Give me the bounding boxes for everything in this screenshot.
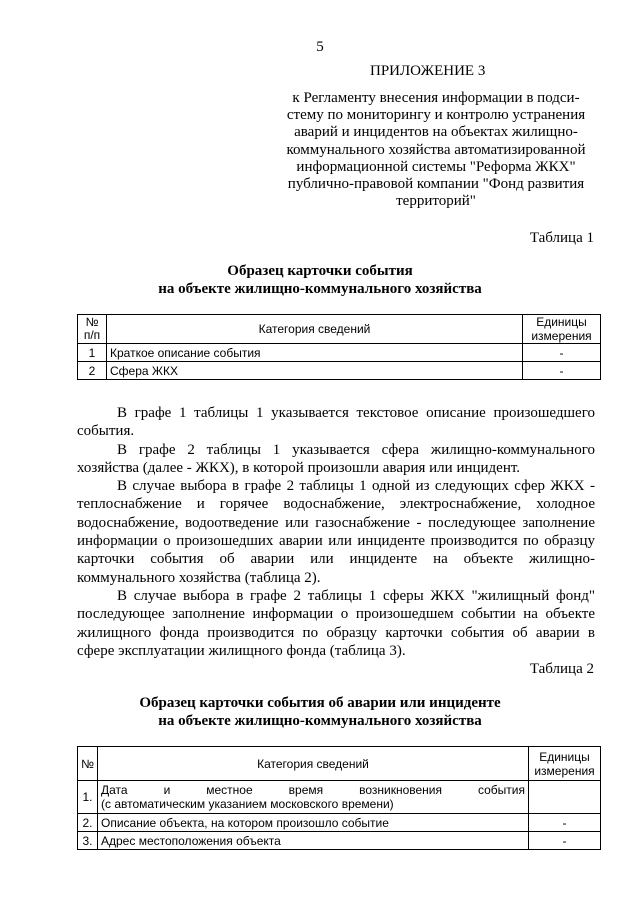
- body-text: [77, 404, 595, 660]
- table2-title-line: на объекте жилищно-коммунального хозяйства: [158, 713, 482, 729]
- page-number: 5: [316, 39, 324, 55]
- cell-category: Адрес местоположения объекта: [98, 832, 529, 850]
- table-row: [78, 781, 601, 814]
- table-row: [78, 344, 601, 362]
- cell-units: -: [523, 362, 601, 380]
- table1: [77, 314, 601, 380]
- header-num: № п/п: [78, 315, 107, 344]
- cell-category: Сфера ЖКХ: [107, 362, 523, 380]
- paragraph: В графе 2 таблицы 1 указывается сфера жилищно-коммунального хозяйства (далее - ЖКХ), в которой произошли авария или инцидент.: [77, 441, 595, 476]
- table1-title-line: на объекте жилищно-коммунального хозяйства: [158, 281, 482, 297]
- table1-label: Таблица 1: [529, 230, 594, 246]
- cell-category-main: Дата и местное время возникновения события: [101, 783, 525, 797]
- header-category: Категория сведений: [98, 747, 529, 781]
- paragraph: В случае выбора в графе 2 таблицы 1 сферы ЖКХ "жилищный фонд" последующее заполнение информации о произошедшем событии на объекте жилищного фонда производится по образцу карточки события об аварии в сфере эксплуатации жилищного фонда (таблица 3).: [77, 587, 595, 659]
- table-header-row: [78, 315, 601, 344]
- appendix-subtitle-line: коммунального хозяйства автоматизированной: [286, 141, 586, 158]
- table2-title-line: Образец карточки события об аварии или инциденте: [139, 695, 501, 711]
- paragraph: В графе 1 таблицы 1 указывается текстовое описание произошедшего события.: [77, 405, 595, 440]
- table-header-row: [78, 747, 601, 781]
- cell-num: 2.: [78, 814, 98, 832]
- table2: [77, 746, 601, 850]
- cell-num: 1.: [78, 781, 98, 814]
- table-row: [78, 362, 601, 380]
- appendix-subtitle: [265, 90, 607, 210]
- appendix-subtitle-line: стему по мониторингу и контролю устранения: [286, 107, 586, 124]
- appendix-subtitle-line: аварий и инцидентов на объектах жилищно-: [294, 124, 578, 141]
- cell-units: [529, 781, 601, 814]
- cell-units: -: [529, 814, 601, 832]
- cell-category: Краткое описание события: [107, 344, 523, 362]
- header-category: Категория сведений: [107, 315, 523, 344]
- appendix-subtitle-line: информационной системы "Реформа ЖКХ": [296, 158, 576, 175]
- table-row: [78, 814, 601, 832]
- table2-label: Таблица 2: [529, 661, 594, 677]
- header-units: Единицы измерения: [523, 315, 601, 344]
- paragraph: В случае выбора в графе 2 таблицы 1 одной из следующих сфер ЖКХ - теплоснабжение и горячее водоснабжение, электроснабжение, холодное водоснабжение, водоотведение или газоснабжение - последующее заполнение информации о произошедших аварии или инциденте производится по образцу карточки события об аварии или инциденте на объекте жилищно-коммунального хозяйства (таблица 2).: [77, 478, 595, 586]
- appendix-subtitle-line: территорий": [396, 193, 476, 210]
- header-units: Единицы измерения: [529, 747, 601, 781]
- appendix-title: ПРИЛОЖЕНИЕ 3: [370, 63, 486, 79]
- table1-title-line: Образец карточки события: [227, 263, 413, 279]
- cell-num: 1: [78, 344, 107, 362]
- table-row: [78, 832, 601, 850]
- cell-units: -: [529, 832, 601, 850]
- cell-category: [98, 781, 529, 814]
- appendix-subtitle-line: к Регламенту внесения информации в подси-: [292, 90, 580, 106]
- cell-category: Описание объекта, на котором произошло событие: [98, 814, 529, 832]
- table1-title: [0, 262, 640, 298]
- cell-units: -: [523, 344, 601, 362]
- cell-num: 2: [78, 362, 107, 380]
- appendix-subtitle-line: публично-правовой компании "Фонд развития: [287, 176, 585, 193]
- table2-title: [0, 694, 640, 730]
- header-num: №: [78, 747, 98, 781]
- cell-num: 3.: [78, 832, 98, 850]
- cell-category-note: (с автоматическим указанием московского времени): [101, 797, 394, 811]
